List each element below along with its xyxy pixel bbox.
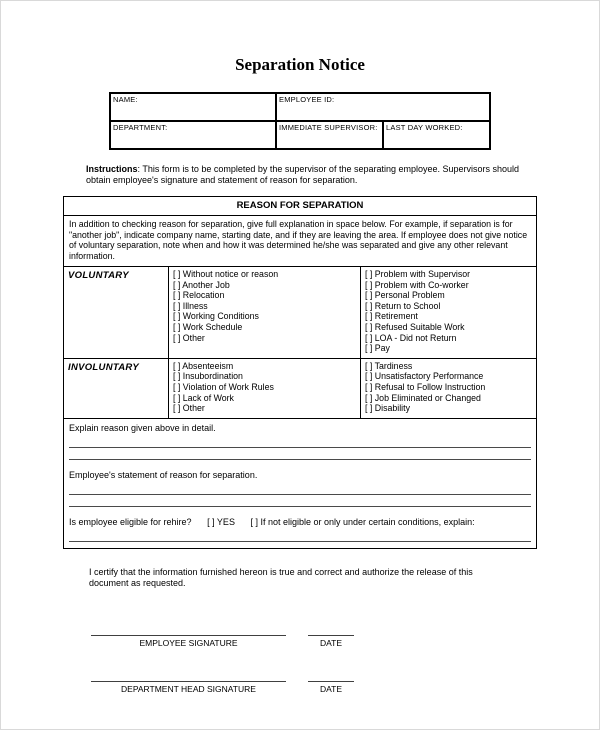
certification-text: I certify that the information furnished hereon is true and correct and authorize the release of this document as requested.	[89, 566, 473, 588]
involuntary-options-col2	[361, 359, 536, 418]
checkbox-option[interactable]: [ ] Personal Problem	[365, 290, 445, 301]
checkbox-option[interactable]: [ ] Without notice or reason	[173, 269, 279, 279]
immediate-supervisor-field[interactable]: IMMEDIATE SUPERVISOR:	[276, 121, 383, 149]
explain-fill-line[interactable]	[69, 436, 531, 448]
checkbox-option[interactable]: [ ] Unsatisfactory Performance	[365, 371, 484, 382]
employee-signature-label: EMPLOYEE SIGNATURE	[139, 637, 238, 648]
rehire-section	[64, 513, 536, 548]
involuntary-label: INVOLUNTARY	[64, 359, 169, 418]
explain-label: Explain reason given above in detail.	[69, 422, 216, 433]
checkbox-option[interactable]: [ ] Working Conditions	[173, 311, 259, 322]
employee-signature-lines	[91, 623, 599, 636]
voluntary-label: VOLUNTARY	[64, 267, 169, 358]
rehire-question-row	[69, 517, 531, 528]
voluntary-options-col1	[169, 267, 361, 358]
employee-signature-labels	[91, 638, 599, 648]
page-title: Separation Notice	[235, 55, 365, 74]
checkbox-option[interactable]: [ ] Return to School	[365, 300, 441, 311]
voluntary-options-col2	[361, 267, 536, 358]
checkbox-option[interactable]: [ ] Disability	[365, 403, 410, 414]
table-row	[110, 121, 490, 149]
instructions-body: : This form is to be completed by the supervisor of the separating employee. Supervisors should obtain employee's signature and statement of reason for separation.	[86, 164, 520, 185]
checkbox-option[interactable]: [ ] Relocation	[173, 290, 225, 301]
name-field[interactable]: NAME:	[110, 93, 276, 121]
explain-section	[64, 418, 536, 466]
checkbox-option[interactable]: [ ] Another Job	[173, 279, 230, 290]
explain-fill-line[interactable]	[69, 448, 531, 460]
checkbox-option[interactable]: [ ] Absenteeism	[173, 360, 234, 371]
checkbox-option[interactable]: [ ] Other	[173, 332, 205, 343]
department-head-date-line[interactable]	[308, 669, 354, 682]
last-day-worked-field[interactable]: LAST DAY WORKED:	[383, 121, 490, 149]
employee-date-line[interactable]	[308, 623, 354, 636]
statement-fill-line[interactable]	[69, 495, 531, 507]
employee-statement-section	[64, 466, 536, 513]
reason-for-separation-section	[63, 196, 537, 549]
checkbox-option[interactable]: [ ] Pay	[365, 343, 390, 354]
involuntary-options-col1	[169, 359, 361, 418]
department-head-signature-lines	[91, 669, 599, 682]
department-head-date-label: DATE	[319, 683, 343, 694]
checkbox-option[interactable]: [ ] Refused Suitable Work	[365, 321, 465, 332]
checkbox-option[interactable]: [ ] Work Schedule	[173, 321, 243, 332]
reason-intro-text: In addition to checking reason for separation, give full explanation in space below. For example, if separation is for "another job", indicate company name, starting date, and if they are leaving the area. If employee does not give notice of voluntary separation, note when and how it was determined he/she was separated and give any other relevant information.	[64, 216, 536, 267]
employee-statement-label: Employee's statement of reason for separation.	[69, 469, 258, 480]
table-row	[110, 93, 490, 121]
involuntary-row	[64, 358, 536, 418]
statement-fill-line[interactable]	[69, 483, 531, 495]
employee-id-field[interactable]: EMPLOYEE ID:	[276, 93, 490, 121]
checkbox-option[interactable]: [ ] Violation of Work Rules	[173, 381, 274, 392]
department-head-signature-label: DEPARTMENT HEAD SIGNATURE	[121, 683, 256, 694]
checkbox-option[interactable]: [ ] Insubordination	[173, 371, 243, 382]
employee-date-label: DATE	[319, 637, 343, 648]
checkbox-option[interactable]: [ ] Refusal to Follow Instruction	[365, 381, 486, 392]
rehire-yes-checkbox[interactable]: [ ] YES	[207, 516, 235, 527]
checkbox-option[interactable]: [ ] LOA - Did not Return	[365, 332, 457, 343]
rehire-question: Is employee eligible for rehire?	[69, 516, 192, 527]
checkbox-option[interactable]: [ ] Lack of Work	[173, 392, 234, 403]
department-head-signature-line[interactable]	[91, 669, 286, 682]
employee-signature-block	[91, 623, 599, 648]
instructions-text	[86, 164, 521, 186]
checkbox-option[interactable]: [ ] Illness	[173, 300, 208, 311]
reason-section-title: REASON FOR SEPARATION	[64, 197, 536, 216]
department-head-signature-labels	[91, 684, 599, 694]
department-head-signature-block	[91, 669, 599, 694]
checkbox-option[interactable]: [ ] Problem with Supervisor	[365, 269, 471, 279]
checkbox-option[interactable]: [ ] Retirement	[365, 311, 418, 322]
employee-signature-line[interactable]	[91, 623, 286, 636]
checkbox-option[interactable]: [ ] Other	[173, 403, 205, 414]
employee-info-table	[109, 92, 491, 150]
checkbox-option[interactable]: [ ] Job Eliminated or Changed	[365, 392, 481, 403]
instructions-label: Instructions	[86, 164, 138, 174]
rehire-fill-line[interactable]	[69, 530, 531, 542]
voluntary-row	[64, 267, 536, 358]
checkbox-option[interactable]: [ ] Problem with Co-worker	[365, 279, 469, 290]
rehire-conditional-checkbox[interactable]: [ ] If not eligible or only under certain conditions, explain:	[250, 516, 475, 527]
department-field[interactable]: DEPARTMENT:	[110, 121, 276, 149]
checkbox-option[interactable]: [ ] Tardiness	[365, 360, 413, 371]
